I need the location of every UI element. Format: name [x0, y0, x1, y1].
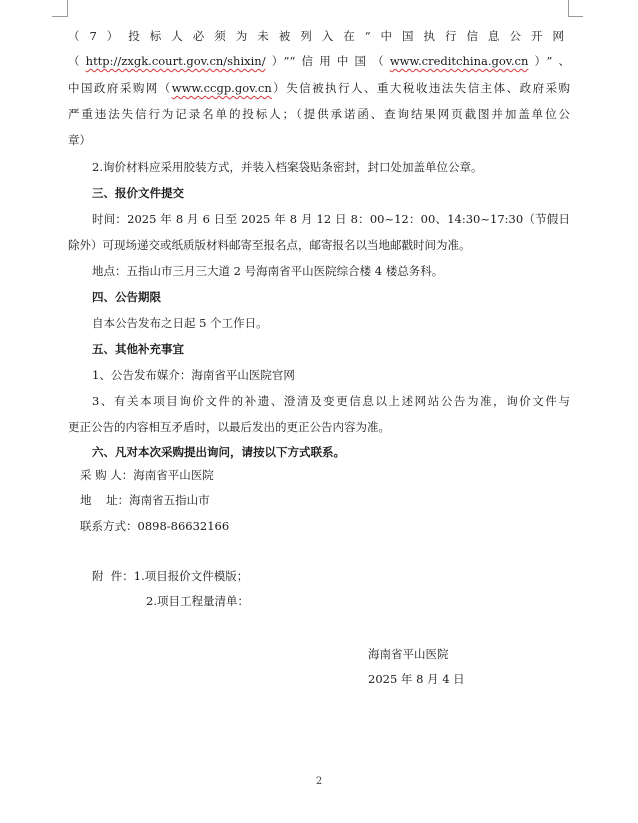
- crop-mark-top-left: [52, 0, 68, 17]
- clause-7-line-1: （7）投标人必须为未被列入在“中国执行信息公开网: [68, 29, 570, 43]
- ccgp-text: 中国政府采购网（: [68, 81, 172, 95]
- clause-7-line-3: [68, 80, 570, 96]
- contact-purchaser: 采 购 人：海南省平山医院: [80, 468, 214, 482]
- attachment-1: 附 件：1.项目报价文件模版；: [92, 569, 249, 583]
- crop-mark-top-right: [568, 0, 583, 17]
- item-2-binding: 2.询价材料应采用胶装方式，并装入档案袋贴条密封，封口处加盖单位公章。: [92, 160, 483, 174]
- link-creditchina[interactable]: www.creditchina.gov.cn: [389, 54, 529, 68]
- section-6-heading: 六、凡对本次采购提出询问，请按以下方式联系。: [92, 445, 345, 459]
- bracket-open: （: [68, 54, 86, 68]
- page-number: 2: [315, 776, 323, 787]
- publish-media: 1、公告发布媒介：海南省平山医院官网: [92, 368, 295, 382]
- signature-date: 2025 年 8 月 4 日: [368, 672, 465, 686]
- supplement-line-2: 更正公告的内容相互矛盾时，以最后发出的更正公告内容为准。: [68, 420, 390, 434]
- clause-7-line-4: 严重违法失信行为记录名单的投标人；（提供承诺函、查询结果网页截图并加盖单位公: [68, 107, 570, 121]
- submission-time-line-1: 时间：2025 年 8 月 6 日至 2025 年 8 月 12 日 8：00~12：00、14:30~17:30（节假日: [92, 212, 570, 226]
- attachment-2: 2.项目工程量清单：: [146, 594, 249, 608]
- dishonest-text: ）失信被执行人、重大税收违法失信主体、政府采购: [271, 81, 571, 95]
- credit-china-text: ）”“信用中国（: [265, 54, 390, 68]
- bracket-close: ）”、: [528, 54, 570, 68]
- signature-org: 海南省平山医院: [368, 647, 449, 661]
- submission-time-line-2: 除外）可现场递交或纸质版材料邮寄至报名点，邮寄报名以当地邮戳时间为准。: [68, 238, 471, 252]
- link-zxgk[interactable]: http://zxgk.court.gov.cn/shixin/: [85, 54, 266, 68]
- section-5-heading: 五、其他补充事宜: [92, 342, 184, 356]
- contact-phone: 联系方式：0898-86632166: [80, 519, 230, 533]
- clause-7-line-5: 章）: [68, 133, 91, 147]
- supplement-line-1: 3、有关本项目询价文件的补遗、澄清及变更信息以上述网站公告为准，询价文件与: [92, 394, 570, 408]
- link-ccgp[interactable]: www.ccgp.gov.cn: [171, 81, 272, 95]
- section-4-heading: 四、公告期限: [92, 290, 161, 304]
- submission-location: 地点：五指山市三月三大道 2 号海南省平山医院综合楼 4 楼总务科。: [92, 264, 444, 278]
- contact-address: 地 址：海南省五指山市: [80, 493, 210, 507]
- notice-period: 自本公告发布之日起 5 个工作日。: [92, 316, 268, 330]
- section-3-heading: 三、报价文件提交: [92, 186, 184, 200]
- clause-7-line-2: [68, 53, 570, 69]
